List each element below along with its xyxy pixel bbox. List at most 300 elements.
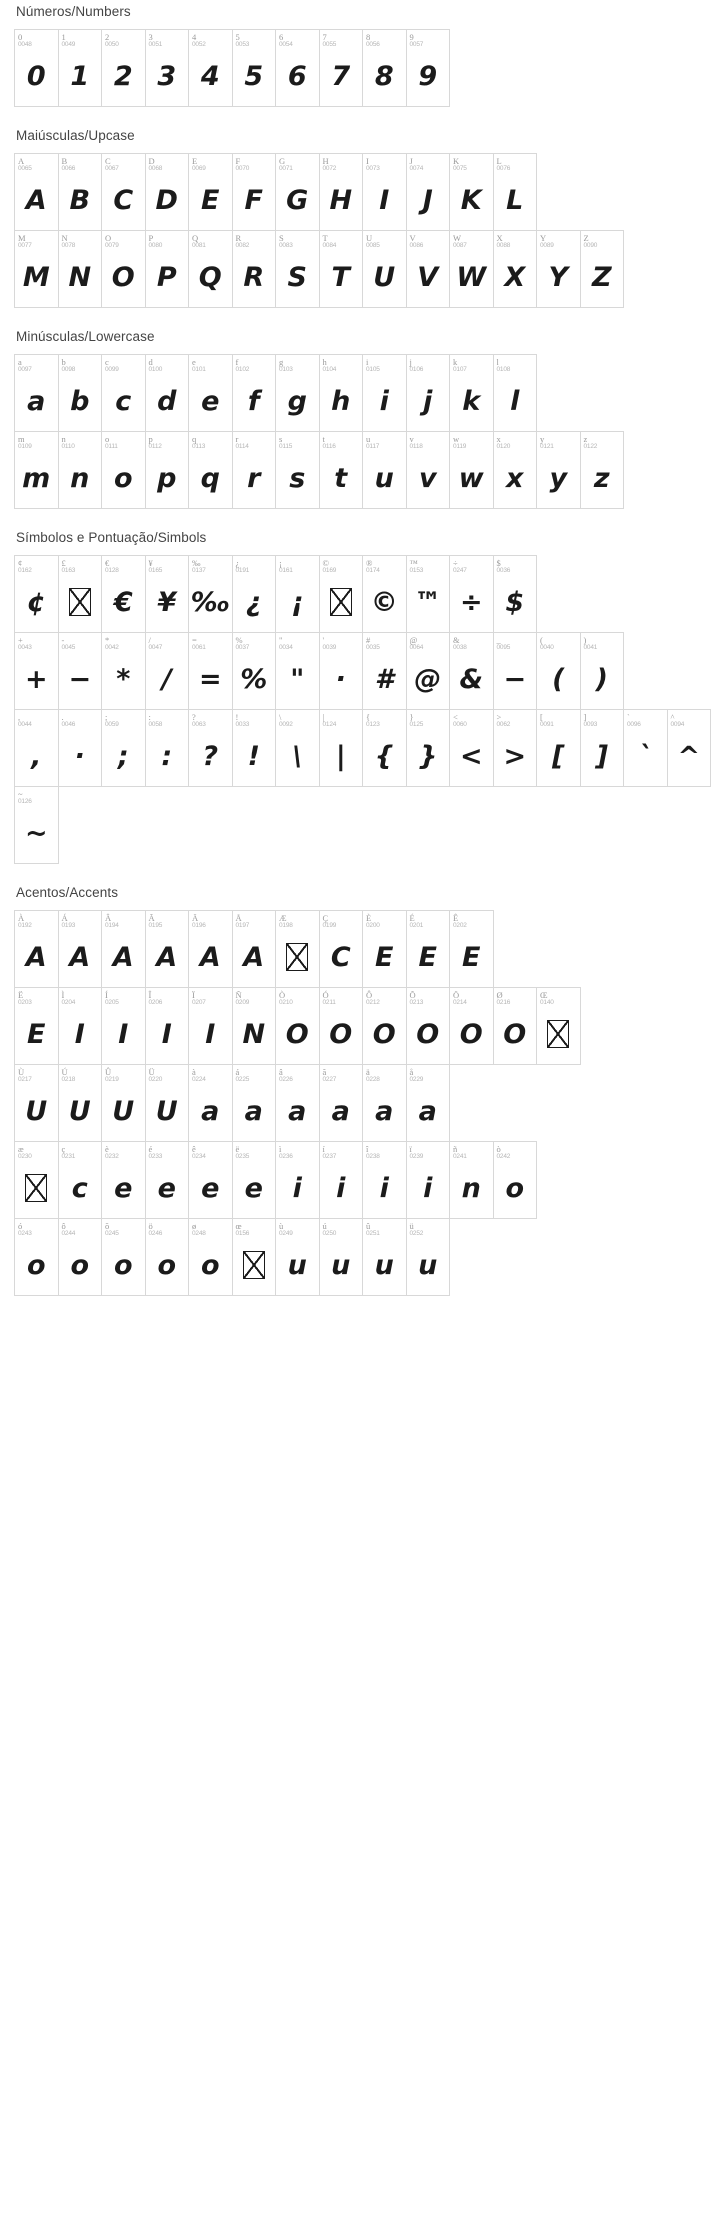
glyph-cell[interactable] bbox=[188, 910, 233, 988]
glyph-cell[interactable] bbox=[319, 354, 364, 432]
glyph-code-label: 0243 bbox=[18, 1229, 32, 1237]
glyph-char-label: R bbox=[235, 233, 242, 243]
glyph-cell[interactable] bbox=[145, 632, 190, 710]
glyph-char-label: e bbox=[192, 357, 196, 367]
glyph-code-label: 0048 bbox=[18, 40, 32, 48]
glyph-cell[interactable] bbox=[14, 29, 59, 107]
glyph-cell[interactable] bbox=[14, 230, 59, 308]
glyph-cell[interactable] bbox=[101, 1141, 146, 1219]
glyph-preview: E bbox=[27, 1018, 46, 1050]
glyph-preview: 4 bbox=[200, 60, 220, 92]
glyph-code-head bbox=[146, 633, 189, 652]
glyph-code-label: 0046 bbox=[61, 720, 76, 728]
glyph-cell[interactable] bbox=[188, 555, 233, 633]
glyph-cell[interactable] bbox=[232, 632, 277, 710]
glyph-cell[interactable] bbox=[406, 1141, 451, 1219]
glyph-cell[interactable] bbox=[232, 987, 277, 1065]
glyph-char-label: Ö bbox=[453, 990, 460, 1000]
glyph-cell[interactable] bbox=[580, 632, 625, 710]
glyph-row bbox=[14, 709, 710, 786]
glyph-code-label: 0068 bbox=[148, 164, 163, 172]
glyph-cell[interactable] bbox=[493, 153, 538, 231]
glyph-cell[interactable] bbox=[101, 987, 146, 1065]
glyph-cell[interactable] bbox=[319, 632, 364, 710]
glyph-char-label: 9 bbox=[409, 32, 414, 42]
glyph-code-label: 0091 bbox=[540, 720, 554, 728]
glyph-cell[interactable] bbox=[449, 153, 494, 231]
glyph-cell[interactable] bbox=[188, 230, 233, 308]
glyph-char-label: $ bbox=[496, 558, 501, 568]
glyph-cell[interactable] bbox=[101, 230, 146, 308]
glyph-cell[interactable] bbox=[14, 555, 59, 633]
glyph-cell[interactable] bbox=[232, 230, 277, 308]
glyph-preview: | bbox=[335, 740, 346, 772]
glyph-code-head bbox=[320, 1219, 363, 1238]
glyph-cell[interactable] bbox=[145, 709, 190, 787]
glyph-char-label: ã bbox=[322, 1067, 327, 1077]
glyph-code-head bbox=[494, 988, 537, 1007]
glyph-cell[interactable] bbox=[319, 29, 364, 107]
glyph-cell[interactable] bbox=[145, 354, 190, 432]
glyph-char-label: T bbox=[322, 233, 328, 243]
glyph-cell[interactable] bbox=[188, 1141, 233, 1219]
glyph-cell[interactable] bbox=[493, 987, 538, 1065]
glyph-cell[interactable] bbox=[58, 1064, 103, 1142]
glyph-cell[interactable] bbox=[58, 431, 103, 509]
glyph-cell[interactable] bbox=[319, 1218, 364, 1296]
glyph-code-label: 0216 bbox=[496, 998, 511, 1006]
glyph-code-label: 0156 bbox=[235, 1229, 250, 1237]
glyph-char-label: Â bbox=[105, 913, 112, 923]
glyph-code-label: 0066 bbox=[61, 164, 76, 172]
glyph-cell[interactable] bbox=[14, 709, 59, 787]
glyph-cell[interactable] bbox=[275, 431, 320, 509]
glyph-cell[interactable] bbox=[14, 987, 59, 1065]
glyph-cell[interactable] bbox=[493, 555, 538, 633]
glyph-code-head bbox=[494, 556, 537, 575]
glyph-char-label: i bbox=[366, 357, 369, 367]
glyph-cell[interactable] bbox=[101, 555, 146, 633]
glyph-cell[interactable] bbox=[667, 709, 711, 787]
glyph-cell[interactable] bbox=[232, 555, 277, 633]
glyph-code-label: 0244 bbox=[61, 1229, 76, 1237]
glyph-cell[interactable] bbox=[275, 1141, 320, 1219]
glyph-cell[interactable] bbox=[319, 910, 364, 988]
glyph-code-label: 0107 bbox=[453, 365, 467, 373]
glyph-preview: 5 bbox=[244, 60, 264, 92]
glyph-char-label: Ó bbox=[322, 990, 329, 1000]
glyph-char-label: ë bbox=[235, 1144, 240, 1154]
glyph-code-label: 0193 bbox=[61, 921, 76, 929]
glyph-cell[interactable] bbox=[362, 709, 407, 787]
glyph-char-label: ] bbox=[583, 712, 587, 722]
glyph-code-label: 0105 bbox=[366, 365, 380, 373]
glyph-cell[interactable] bbox=[406, 29, 451, 107]
glyph-char-label: O bbox=[105, 233, 112, 243]
glyph-cell[interactable] bbox=[319, 709, 364, 787]
glyph-cell[interactable] bbox=[536, 987, 581, 1065]
glyph-char-label: Û bbox=[105, 1067, 112, 1077]
glyph-preview: t bbox=[334, 462, 348, 494]
glyph-code-label: 0074 bbox=[409, 164, 424, 172]
glyph-preview: s bbox=[289, 462, 306, 494]
glyph-char-label: G bbox=[279, 156, 286, 166]
glyph-cell[interactable] bbox=[493, 354, 538, 432]
glyph-cell[interactable] bbox=[58, 709, 103, 787]
glyph-cell[interactable] bbox=[58, 354, 103, 432]
glyph-cell[interactable] bbox=[232, 910, 277, 988]
glyph-cell[interactable] bbox=[101, 1218, 146, 1296]
glyph-cell[interactable] bbox=[145, 1218, 190, 1296]
glyph-cell[interactable] bbox=[275, 632, 320, 710]
glyph-cell[interactable] bbox=[493, 632, 538, 710]
glyph-preview: ` bbox=[638, 740, 652, 772]
glyph-cell[interactable] bbox=[145, 987, 190, 1065]
glyph-code-label: 0079 bbox=[105, 241, 119, 249]
glyph-cell[interactable] bbox=[58, 910, 103, 988]
glyph-preview: I bbox=[74, 1018, 85, 1050]
glyph-cell[interactable] bbox=[145, 910, 190, 988]
glyph-char-label: 0 bbox=[18, 32, 23, 42]
glyph-cell[interactable] bbox=[232, 1141, 277, 1219]
glyph-code-head bbox=[233, 633, 276, 652]
glyph-code-head bbox=[15, 911, 58, 930]
glyph-cell[interactable] bbox=[449, 910, 494, 988]
glyph-cell[interactable] bbox=[58, 987, 103, 1065]
glyph-cell[interactable] bbox=[449, 709, 494, 787]
glyph-cell[interactable] bbox=[493, 1141, 538, 1219]
glyph-char-label: ¢ bbox=[18, 558, 23, 568]
glyph-preview: q bbox=[200, 462, 220, 494]
glyph-code-head bbox=[407, 988, 450, 1007]
glyph-cell[interactable] bbox=[580, 709, 625, 787]
glyph-cell[interactable] bbox=[362, 555, 407, 633]
glyph-cell[interactable] bbox=[188, 354, 233, 432]
glyph-preview: a bbox=[244, 1095, 263, 1127]
glyph-cell[interactable] bbox=[101, 431, 146, 509]
glyph-cell[interactable] bbox=[188, 153, 233, 231]
glyph-code-head bbox=[407, 1219, 450, 1238]
glyph-row bbox=[14, 1064, 449, 1141]
glyph-cell[interactable] bbox=[449, 632, 494, 710]
glyph-code-label: 0120 bbox=[496, 442, 511, 450]
glyph-char-label: ! bbox=[235, 712, 239, 722]
glyph-char-label: Œ bbox=[540, 990, 548, 1000]
glyph-cell[interactable] bbox=[14, 1218, 59, 1296]
glyph-row bbox=[493, 230, 624, 307]
glyph-code-label: 0060 bbox=[453, 720, 467, 728]
glyph-code-head bbox=[320, 231, 363, 250]
glyph-cell[interactable] bbox=[493, 709, 538, 787]
glyph-cell[interactable] bbox=[101, 632, 146, 710]
glyph-cell[interactable] bbox=[232, 29, 277, 107]
glyph-code-head bbox=[363, 432, 406, 451]
glyph-cell[interactable] bbox=[232, 153, 277, 231]
glyph-cell[interactable] bbox=[275, 709, 320, 787]
glyph-char-label: 4 bbox=[192, 32, 197, 42]
glyph-cell[interactable] bbox=[319, 987, 364, 1065]
glyph-preview: ¥ bbox=[157, 586, 177, 618]
glyph-cell[interactable] bbox=[275, 987, 320, 1065]
glyph-char-label: d bbox=[148, 357, 153, 367]
glyph-cell[interactable] bbox=[101, 910, 146, 988]
glyph-char-label: Õ bbox=[409, 990, 416, 1000]
glyph-cell[interactable] bbox=[145, 431, 190, 509]
glyph-cell[interactable] bbox=[58, 153, 103, 231]
glyph-cell[interactable] bbox=[58, 632, 103, 710]
glyph-code-head bbox=[189, 1065, 232, 1084]
glyph-cell[interactable] bbox=[580, 431, 625, 509]
glyph-code-head bbox=[146, 432, 189, 451]
glyph-preview: I bbox=[379, 184, 390, 216]
glyph-cell[interactable] bbox=[14, 153, 59, 231]
glyph-cell[interactable] bbox=[362, 230, 407, 308]
glyph-cell[interactable] bbox=[101, 29, 146, 107]
glyph-code-head bbox=[537, 432, 580, 451]
glyph-cell[interactable] bbox=[275, 153, 320, 231]
glyph-preview: A bbox=[112, 941, 134, 973]
glyph-preview: M bbox=[22, 261, 50, 293]
glyph-preview: u bbox=[331, 1249, 351, 1281]
glyph-cell[interactable] bbox=[406, 431, 451, 509]
glyph-cell[interactable] bbox=[406, 555, 451, 633]
glyph-row bbox=[14, 29, 449, 106]
glyph-cell[interactable] bbox=[536, 632, 581, 710]
glyph-cell[interactable] bbox=[101, 354, 146, 432]
glyph-cell[interactable] bbox=[406, 632, 451, 710]
glyph-cell[interactable] bbox=[58, 1141, 103, 1219]
glyph-preview: E bbox=[375, 941, 394, 973]
glyph-char-label: ó bbox=[18, 1221, 23, 1231]
glyph-code-label: 0224 bbox=[192, 1075, 206, 1083]
glyph-code-label: 0122 bbox=[583, 442, 598, 450]
glyph-char-label: ~ bbox=[18, 789, 23, 799]
glyph-cell[interactable] bbox=[275, 230, 320, 308]
glyph-cell[interactable] bbox=[145, 555, 190, 633]
glyph-cell[interactable] bbox=[275, 555, 320, 633]
glyph-cell[interactable] bbox=[319, 1141, 364, 1219]
glyph-row bbox=[14, 1141, 536, 1218]
glyph-code-head bbox=[15, 30, 58, 49]
glyph-cell[interactable] bbox=[275, 910, 320, 988]
glyph-cell[interactable] bbox=[449, 555, 494, 633]
glyph-cell[interactable] bbox=[14, 910, 59, 988]
glyph-code-head bbox=[233, 30, 276, 49]
glyph-code-head bbox=[407, 432, 450, 451]
glyph-cell[interactable] bbox=[14, 1141, 59, 1219]
glyph-cell[interactable] bbox=[232, 709, 277, 787]
glyph-code-head bbox=[407, 355, 450, 374]
glyph-code-head bbox=[59, 231, 102, 250]
glyph-cell[interactable] bbox=[101, 153, 146, 231]
glyph-code-label: 0198 bbox=[279, 921, 293, 929]
glyph-cell[interactable] bbox=[232, 1064, 277, 1142]
glyph-missing-box bbox=[233, 1239, 276, 1295]
glyph-cell[interactable] bbox=[145, 29, 190, 107]
glyph-cell[interactable] bbox=[275, 354, 320, 432]
glyph-cell[interactable] bbox=[101, 1064, 146, 1142]
glyph-cell[interactable] bbox=[362, 153, 407, 231]
glyph-char-label: x bbox=[496, 434, 501, 444]
glyph-code-label: 0128 bbox=[105, 566, 119, 574]
glyph-cell[interactable] bbox=[406, 709, 451, 787]
glyph-code-label: 0250 bbox=[322, 1229, 337, 1237]
glyph-cell[interactable] bbox=[493, 431, 538, 509]
glyph-cell[interactable] bbox=[319, 555, 364, 633]
glyph-code-head bbox=[102, 355, 145, 374]
glyph-char-label: Æ bbox=[279, 913, 287, 923]
glyph-char-label: & bbox=[453, 635, 460, 645]
glyph-cell[interactable] bbox=[14, 354, 59, 432]
glyph-cell[interactable] bbox=[623, 709, 668, 787]
glyph-char-label: V bbox=[409, 233, 416, 243]
glyph-cell[interactable] bbox=[493, 230, 538, 308]
glyph-cell[interactable] bbox=[362, 632, 407, 710]
glyph-cell[interactable] bbox=[449, 987, 494, 1065]
glyph-code-label: 0100 bbox=[148, 365, 163, 373]
glyph-cell[interactable] bbox=[362, 987, 407, 1065]
glyph-cell[interactable] bbox=[145, 153, 190, 231]
glyph-preview: i bbox=[423, 1172, 433, 1204]
glyph-cell[interactable] bbox=[188, 709, 233, 787]
glyph-code-label: 0103 bbox=[279, 365, 293, 373]
glyph-cell[interactable] bbox=[362, 1218, 407, 1296]
glyph-preview: , bbox=[31, 740, 42, 772]
glyph-cell[interactable] bbox=[406, 987, 451, 1065]
glyph-char-label: Ø bbox=[496, 990, 503, 1000]
glyph-cell[interactable] bbox=[449, 1141, 494, 1219]
glyph-cell[interactable] bbox=[145, 1141, 190, 1219]
glyph-cell[interactable] bbox=[275, 29, 320, 107]
glyph-cell[interactable] bbox=[319, 1064, 364, 1142]
glyph-preview: 7 bbox=[331, 60, 351, 92]
glyph-cell[interactable] bbox=[188, 29, 233, 107]
glyph-preview: ; bbox=[117, 740, 129, 772]
glyph-code-label: 0052 bbox=[192, 40, 206, 48]
glyph-cell[interactable] bbox=[14, 431, 59, 509]
glyph-cell[interactable] bbox=[188, 632, 233, 710]
glyph-code-label: 0033 bbox=[235, 720, 250, 728]
glyph-char-label: u bbox=[366, 434, 371, 444]
glyph-cell[interactable] bbox=[580, 230, 625, 308]
glyph-cell[interactable] bbox=[406, 354, 451, 432]
glyph-cell[interactable] bbox=[188, 1218, 233, 1296]
glyph-cell[interactable] bbox=[406, 1218, 451, 1296]
glyph-char-label: Ô bbox=[366, 990, 373, 1000]
glyph-cell[interactable] bbox=[319, 431, 364, 509]
glyph-cell[interactable] bbox=[362, 354, 407, 432]
glyph-cell[interactable] bbox=[188, 1064, 233, 1142]
glyph-cell[interactable] bbox=[406, 153, 451, 231]
glyph-cell[interactable] bbox=[101, 709, 146, 787]
glyph-cell[interactable] bbox=[362, 1064, 407, 1142]
glyph-cell[interactable] bbox=[14, 632, 59, 710]
glyph-code-head bbox=[59, 1065, 102, 1084]
glyph-code-head bbox=[15, 556, 58, 575]
glyph-cell[interactable] bbox=[319, 230, 364, 308]
glyph-code-head bbox=[189, 988, 232, 1007]
glyph-code-head bbox=[276, 911, 319, 930]
glyph-cell[interactable] bbox=[406, 1064, 451, 1142]
glyph-char-label: ô bbox=[61, 1221, 66, 1231]
glyph-cell[interactable] bbox=[232, 1218, 277, 1296]
glyph-cell[interactable] bbox=[14, 786, 59, 864]
glyph-cell[interactable] bbox=[232, 431, 277, 509]
glyph-cell[interactable] bbox=[58, 29, 103, 107]
glyph-code-head bbox=[189, 154, 232, 173]
glyph-cell[interactable] bbox=[406, 910, 451, 988]
glyph-cell[interactable] bbox=[319, 153, 364, 231]
glyph-cell[interactable] bbox=[362, 1141, 407, 1219]
glyph-char-label: t bbox=[322, 434, 325, 444]
glyph-code-label: 0137 bbox=[192, 566, 206, 574]
glyph-cell[interactable] bbox=[536, 709, 581, 787]
glyph-cell[interactable] bbox=[362, 431, 407, 509]
glyph-cell[interactable] bbox=[58, 555, 103, 633]
glyph-code-label: 0109 bbox=[18, 442, 32, 450]
glyph-cell[interactable] bbox=[58, 1218, 103, 1296]
glyph-cell[interactable] bbox=[14, 1064, 59, 1142]
glyph-code-head bbox=[494, 1142, 537, 1161]
glyph-char-label: % bbox=[235, 635, 243, 645]
glyph-code-label: 0070 bbox=[235, 164, 250, 172]
glyph-code-label: 0065 bbox=[18, 164, 32, 172]
glyph-code-head bbox=[450, 710, 493, 729]
glyph-code-head bbox=[59, 432, 102, 451]
glyph-preview: m bbox=[22, 462, 51, 494]
glyph-preview: E bbox=[418, 941, 437, 973]
glyph-cell[interactable] bbox=[406, 230, 451, 308]
glyph-code-head bbox=[450, 988, 493, 1007]
glyph-preview: : bbox=[161, 740, 173, 772]
glyph-cell[interactable] bbox=[275, 1064, 320, 1142]
glyph-code-label: 0080 bbox=[148, 241, 163, 249]
glyph-cell[interactable] bbox=[232, 354, 277, 432]
glyph-cell[interactable] bbox=[449, 354, 494, 432]
glyph-code-label: 0228 bbox=[366, 1075, 380, 1083]
glyph-code-head bbox=[450, 911, 493, 930]
glyph-char-label: ü bbox=[409, 1221, 414, 1231]
glyph-cell[interactable] bbox=[145, 230, 190, 308]
glyph-cell[interactable] bbox=[449, 230, 494, 308]
glyph-cell[interactable] bbox=[188, 987, 233, 1065]
glyph-cell[interactable] bbox=[188, 431, 233, 509]
glyph-code-label: 0069 bbox=[192, 164, 206, 172]
glyph-cell[interactable] bbox=[145, 1064, 190, 1142]
glyph-cell[interactable] bbox=[536, 431, 581, 509]
glyph-char-label: h bbox=[322, 357, 327, 367]
glyph-char-label: ® bbox=[366, 558, 373, 568]
glyph-cell[interactable] bbox=[362, 29, 407, 107]
glyph-code-label: 0238 bbox=[366, 1152, 380, 1160]
glyph-cell[interactable] bbox=[449, 431, 494, 509]
glyph-char-label: 2 bbox=[105, 32, 110, 42]
glyph-code-label: 0226 bbox=[279, 1075, 293, 1083]
glyph-cell[interactable] bbox=[362, 910, 407, 988]
glyph-cell[interactable] bbox=[536, 230, 581, 308]
glyph-char-label: Ù bbox=[18, 1067, 25, 1077]
glyph-code-head bbox=[581, 231, 624, 250]
glyph-code-label: 0111 bbox=[105, 442, 118, 450]
section-title: Acentos/Accents bbox=[16, 885, 119, 900]
glyph-char-label: 3 bbox=[148, 32, 153, 42]
glyph-char-label: C bbox=[105, 156, 111, 166]
glyph-code-label: 0195 bbox=[148, 921, 163, 929]
glyph-code-label: 0234 bbox=[192, 1152, 206, 1160]
glyph-cell[interactable] bbox=[58, 230, 103, 308]
glyph-cell[interactable] bbox=[275, 1218, 320, 1296]
glyph-preview: k bbox=[462, 385, 481, 417]
